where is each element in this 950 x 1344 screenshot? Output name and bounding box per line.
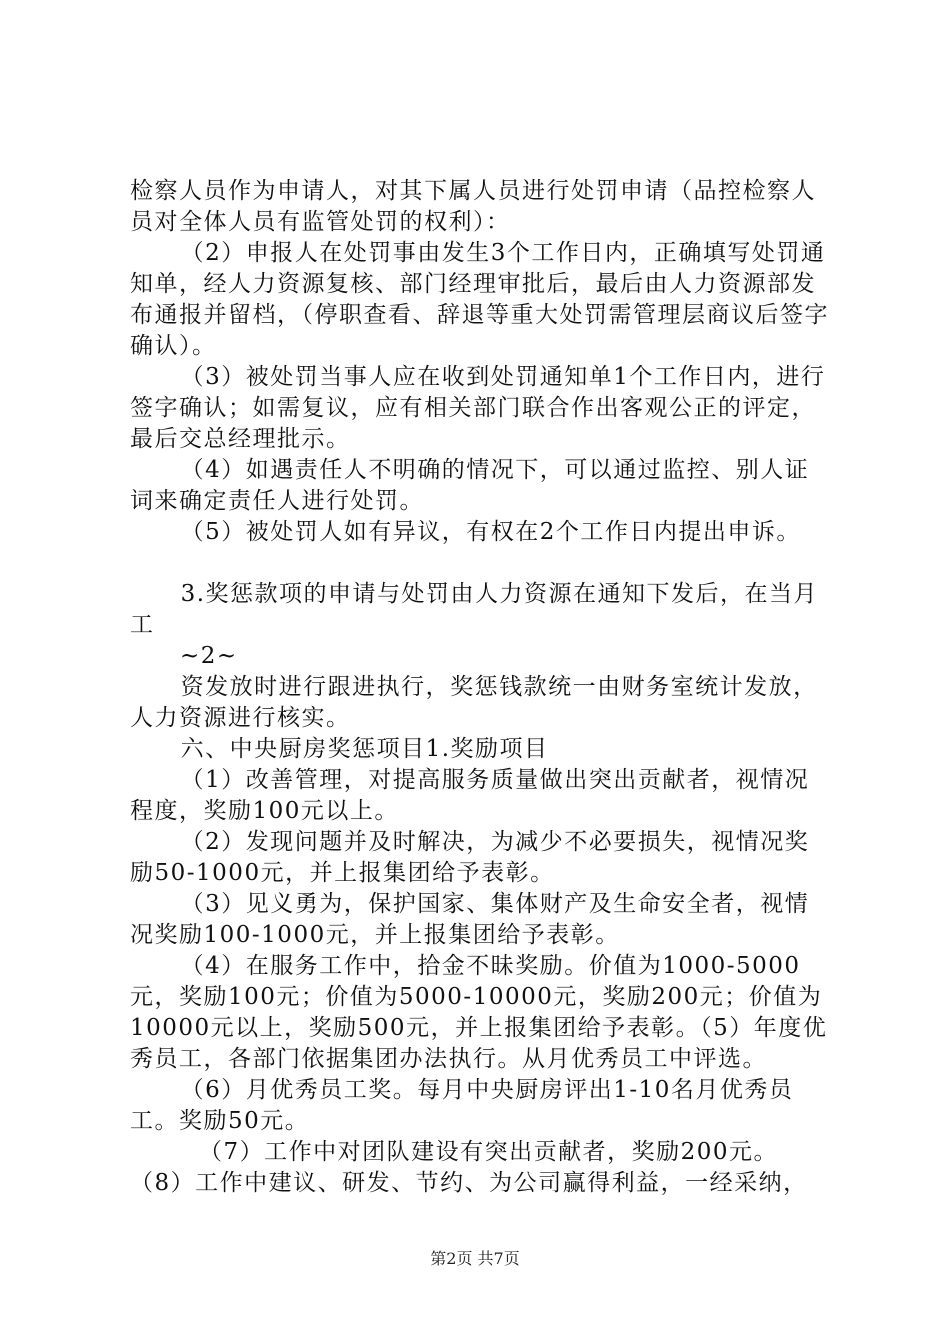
reward-item-7: （7）工作中对团队建设有突出贡献者，奖励200元。 xyxy=(199,1139,779,1165)
reward-item-8: （8）工作中建议、研发、节约、为公司赢得利益，一经采纳， xyxy=(130,1170,808,1196)
paragraph-item-4: （4）如遇责任人不明确的情况下，可以通过监控、别人证词来确定责任人进行处罚。 xyxy=(130,457,810,514)
reward-item-2: （2）发现问题并及时解决，为减少不必要损失，视情况奖励50-1000元，并上报集团给予表彰。 xyxy=(130,829,810,886)
section-heading-reward-items: 六、中央厨房奖惩项目1.奖励项目 xyxy=(180,736,549,762)
paragraph-salary-payment: 资发放时进行跟进执行，奖惩钱款统一由财务室统计发放，人力资源进行核实。 xyxy=(130,674,818,731)
paragraph-item-2: （2）申报人在处罚事由发生3个工作日内，正确填写处罚通知单，经人力资源复核、部门经理审批后，最后由人力资源部发布通报并留档，（停职查看、辞退等重大处罚需管理层商议后签字确认）。 xyxy=(130,240,829,359)
reward-item-6: （6）月优秀员工奖。每月中央厨房评出1-10名月优秀员工。奖励50元。 xyxy=(130,1077,794,1134)
paragraph-inspector-applicant: 检察人员作为申请人，对其下属人员进行处罚申请（品控检察人员对全体人员有监管处罚的权利）： xyxy=(130,178,816,235)
reward-item-1: （1）改善管理，对提高服务质量做出突出贡献者，视情况程度，奖励100元以上。 xyxy=(130,767,810,824)
page-marker: ~2~ xyxy=(180,643,238,669)
paragraph-gap xyxy=(130,548,830,579)
paragraph-item-5: （5）被处罚人如有异议，有权在2个工作日内提出申诉。 xyxy=(180,519,801,545)
document-body xyxy=(130,176,830,1199)
page-number-footer: 第2页 共7页 xyxy=(430,1249,520,1268)
reward-item-4-5: （4）在服务工作中，拾金不昧奖励。价值为1000-5000元，奖励100元；价值为5000-10000元，奖励200元；价值为10000元以上，奖励500元，并上报集团给予表彰。（5）年度优秀员工，各部门依据集团办法执行。从月优秀员工中评选。 xyxy=(130,953,828,1072)
paragraph-section-3: 3.奖惩款项的申请与处罚由人力资源在通知下发后，在当月工 xyxy=(130,581,819,638)
reward-item-3: （3）见义勇为，保护国家、集体财产及生命安全者，视情况奖励100-1000元，并上报集团给予表彰。 xyxy=(130,891,810,948)
paragraph-item-3: （3）被处罚当事人应在收到处罚通知单1个工作日内，进行签字确认；如需复议，应有相关部门联合作出客观公正的评定，最后交总经理批示。 xyxy=(130,364,826,452)
